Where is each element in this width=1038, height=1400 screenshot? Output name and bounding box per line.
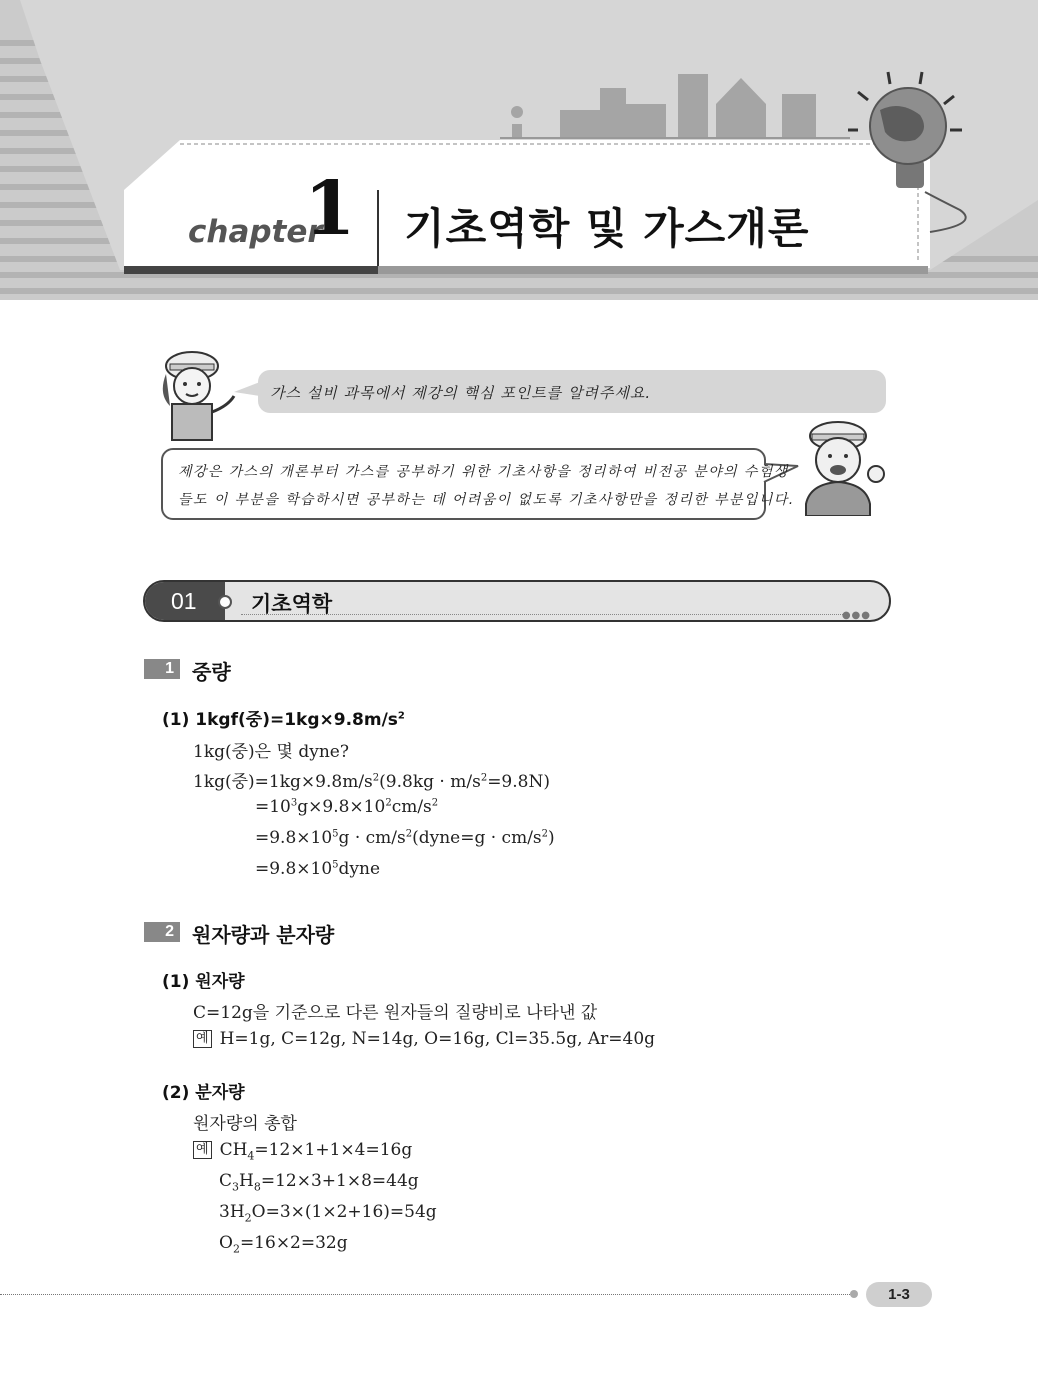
answer-text-line-2: 들도 이 부분을 학습하시면 공부하는 데 어려움이 없도록 기초사항만을 정리한 부분입니다. (178, 492, 795, 508)
topic-number: 1 (144, 659, 180, 679)
chapter-title: 기초역학 및 가스개론 (404, 204, 810, 253)
chapter-label: chapter (188, 214, 323, 250)
example-badge: 예 (193, 1141, 212, 1159)
example-line: 예 $CH_4=12\times 1+1\times 4=16g$ (193, 1140, 412, 1162)
answer-bubble (161, 448, 766, 520)
topic-title: 중량 (192, 660, 231, 684)
example-line: $3H_2O=3\times(1\times 2+16)=54g$ (219, 1202, 437, 1225)
student-character-icon (158, 344, 240, 442)
dots-icon: ●●● (841, 610, 871, 621)
example-line: $C_3H_8=12\times 3+1\times 8=44g$ (219, 1171, 419, 1194)
section-number: 01 (145, 582, 225, 620)
teacher-character-icon (796, 418, 888, 516)
item-heading: (2) 분자량 (162, 1083, 245, 1103)
item-heading: (1) 원자량 (162, 972, 245, 992)
question-text: 가스 설비 과목에서 제강의 핵심 포인트를 알려주세요. (270, 384, 652, 402)
calc-line: 1kg(중)$=1kg\times 9.8m/s^2(9.8kg \cdot m/s^2=9.8N)$ (193, 772, 550, 792)
section-divider (241, 614, 849, 615)
calc-line: $=10^3g\times 9.8\times 10^2cm/s^2$ (255, 797, 439, 817)
section-header-bar (143, 580, 891, 622)
dot-icon (848, 1288, 860, 1300)
calc-line: $=9.8\times 10^5g$ · $cm/s^2(dyne=g \cdot cm/s^2)$ (255, 828, 555, 848)
circle-bullet-icon (217, 594, 233, 610)
section-title: 기초역학 (251, 592, 333, 616)
topic-number: 2 (144, 922, 180, 942)
example-line: $O_2=16\times 2=32g$ (219, 1233, 348, 1256)
calc-line: $=9.8\times 10^5dyne$ (255, 859, 381, 879)
example-line: 예 H=1g, C=12g, N=14g, O=16g, Cl=35.5g, Ar=40g (193, 1029, 655, 1049)
definition-line: 원자량의 총합 (193, 1114, 297, 1134)
chapter-number: 1 (304, 166, 356, 252)
example-badge: 예 (193, 1030, 212, 1048)
item-heading: (1) 1kgf(중)$=1kg\times 9.8m/s^2$ (162, 710, 405, 730)
answer-text-line-1: 제강은 가스의 개론부터 가스를 공부하기 위한 기초사항을 정리하여 비전공 분야의 수험생 (178, 464, 789, 480)
question-line: 1kg(중)은 몇 dyne? (193, 742, 349, 762)
footer-divider (0, 1294, 850, 1295)
topic-title: 원자량과 분자량 (192, 923, 335, 947)
definition-line: C=12g을 기준으로 다른 원자들의 질량비로 나타낸 값 (193, 1003, 598, 1023)
page-number: 1-3 (866, 1282, 932, 1307)
